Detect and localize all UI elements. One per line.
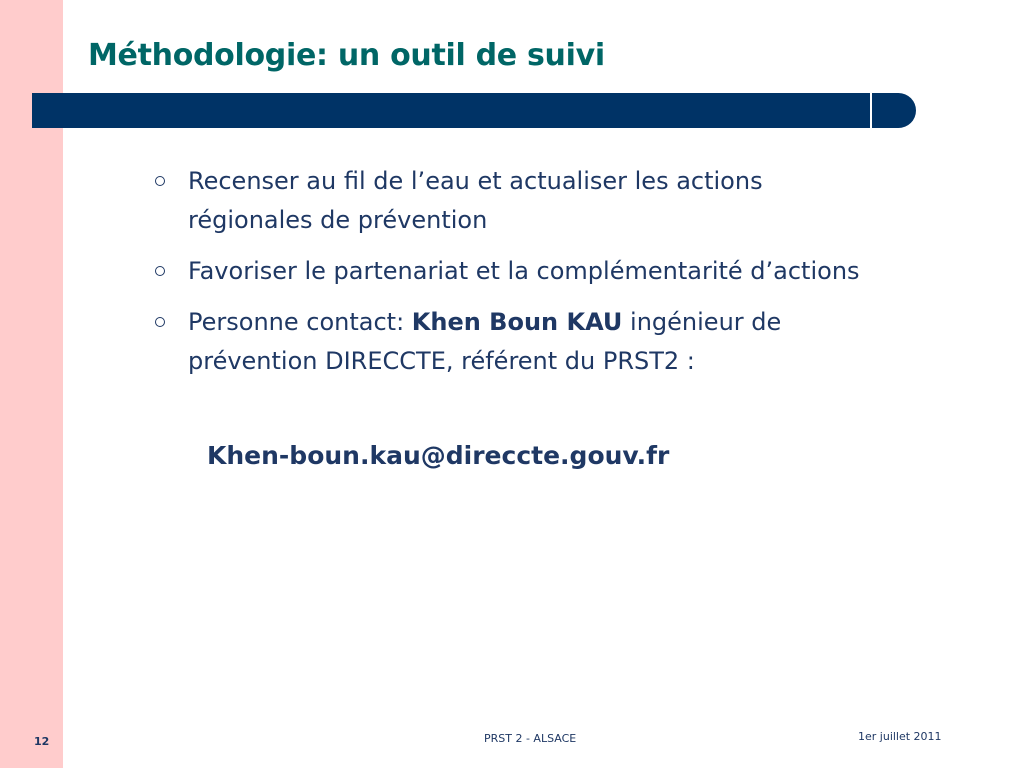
bullet-item-recenser xyxy=(155,162,875,240)
circle-bullet-icon xyxy=(155,176,165,186)
bullet-item-contact xyxy=(155,303,875,381)
bullet-text-suffix: ingénieur de prévention DIRECCTE, référent du PRST2 : xyxy=(188,308,782,375)
bullet-text: Recenser au fil de l’eau et actualiser les actions régionales de prévention xyxy=(188,167,763,234)
footer-center-text: PRST 2 - ALSACE xyxy=(484,732,577,745)
bullet-item-favoriser xyxy=(155,252,875,291)
bullet-text: Favoriser le partenariat et la complémentarité d’actions xyxy=(188,257,860,285)
title-underline-bar xyxy=(32,93,916,128)
contact-email: Khen-boun.kau@direccte.gouv.fr xyxy=(207,441,670,470)
contact-name: Khen Boun KAU xyxy=(411,308,623,336)
slide-title: Méthodologie: un outil de suivi xyxy=(88,38,605,73)
circle-bullet-icon xyxy=(155,317,165,327)
slide-number: 12 xyxy=(34,735,50,748)
footer-date: 1er juillet 2011 xyxy=(858,730,942,743)
bullet-list xyxy=(155,162,875,393)
bullet-text-prefix: Personne contact: xyxy=(188,308,412,336)
circle-bullet-icon xyxy=(155,266,165,276)
title-bar-separator xyxy=(870,92,872,129)
